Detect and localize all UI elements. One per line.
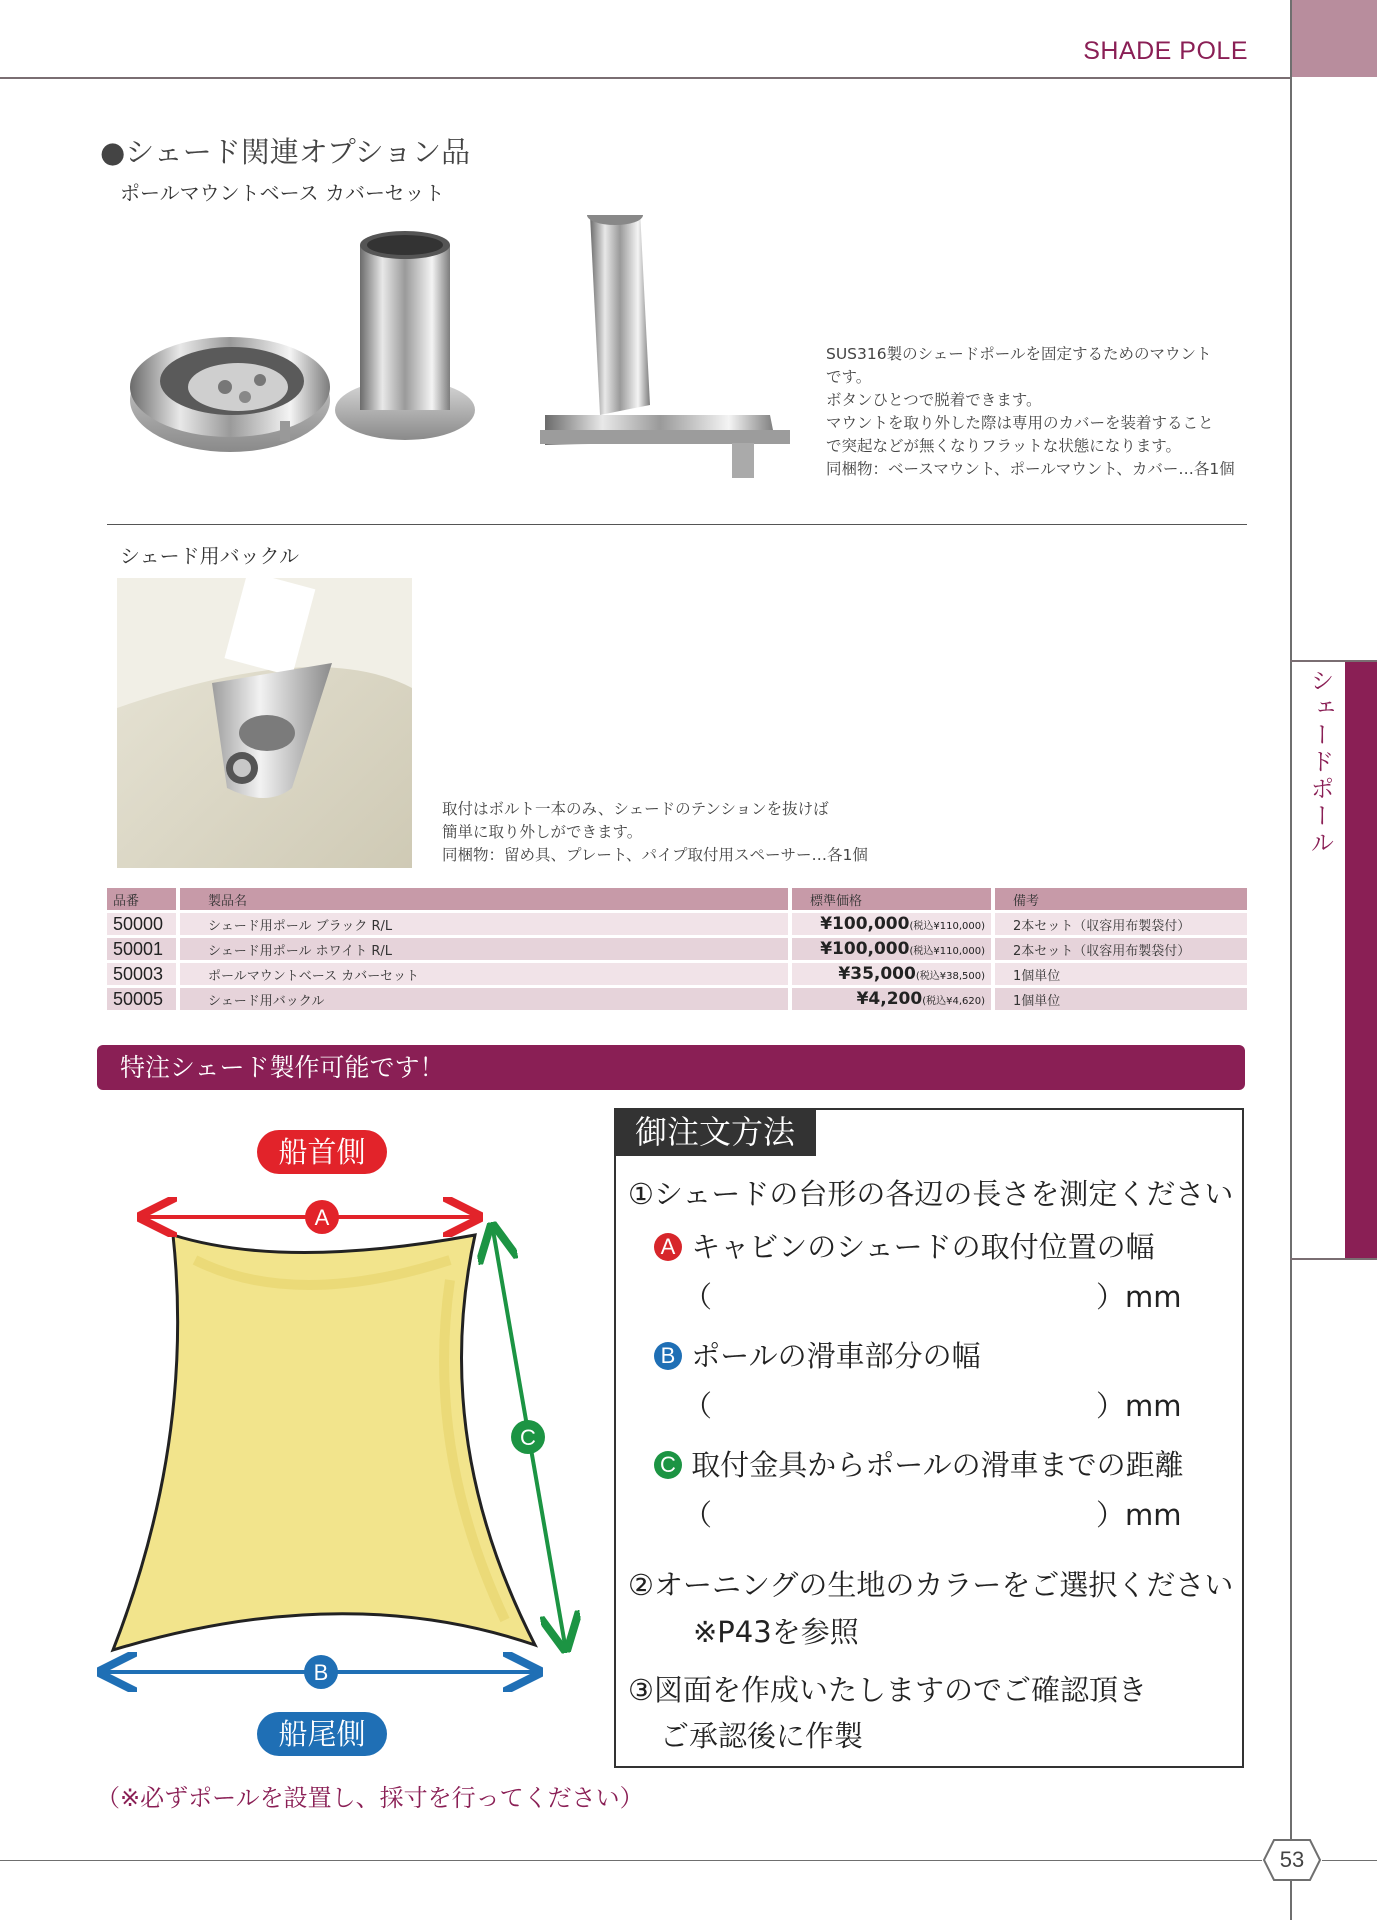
mount-desc-line: ボタンひとつで脱着できます。 [826, 391, 1042, 409]
paren-open: （ [683, 1389, 713, 1423]
side-tab-label: シェードポール [1306, 668, 1334, 857]
marker-a: A [314, 1205, 330, 1230]
measure-note: （※必ずポールを設置し、採寸を行ってください） [96, 1784, 644, 1812]
shade-diagram [95, 1190, 595, 1710]
header-title: SHADE POLE [1083, 37, 1248, 65]
order-method-title: 御注文方法 [614, 1108, 816, 1156]
buckle-description [442, 798, 942, 867]
row-price: ¥35,000(税込¥38,500) [792, 963, 991, 985]
row-code: 50000 [107, 913, 176, 935]
order-item-a [654, 1225, 1155, 1266]
marker-b: B [313, 1660, 329, 1685]
row-note: 1個単位 [995, 963, 1247, 985]
row-price: ¥100,000(税込¥110,000) [792, 913, 991, 935]
order-step-2-ref: ※P43を参照 [693, 1615, 859, 1649]
section-divider [107, 524, 1247, 525]
table-header-name: 製品名 [180, 888, 788, 910]
order-step-3: ③図面を作成いたしますのでご確認頂き [628, 1673, 1147, 1707]
section-title: ●シェード関連オプション品 [100, 135, 471, 169]
table-header-price: 標準価格 [792, 888, 991, 910]
custom-order-banner: 特注シェード製作可能です！ [97, 1045, 1245, 1090]
row-name: ポールマウントベース カバーセット [180, 963, 788, 985]
paren-open: （ [683, 1498, 713, 1532]
badge-c: C [654, 1451, 682, 1479]
mount-desc-line: 同梱物：ベースマウント、ポールマウント、カバー…各1個 [826, 460, 1235, 478]
paren-close-mm: ）mm [1096, 1280, 1182, 1314]
order-item-b [654, 1334, 981, 1375]
page-edge-rule [1290, 0, 1292, 1920]
table-row [107, 963, 1247, 985]
order-item-a-label: キャビンのシェードの取付位置の幅 [691, 1230, 1155, 1264]
page-number: 53 [1279, 1847, 1305, 1872]
row-price: ¥4,200(税込¥4,620) [792, 988, 991, 1010]
header-rule [0, 77, 1290, 79]
row-code: 50003 [107, 963, 176, 985]
table-header-code: 品番 [107, 888, 176, 910]
buckle-desc-line: 同梱物：留め具、プレート、パイプ取付用スペーサー…各1個 [442, 846, 868, 864]
table-row [107, 913, 1247, 935]
buckle-desc-line: 取付はボルト一本のみ、シェードのテンションを抜けば [442, 800, 829, 818]
mount-desc-line: マウントを取り外した際は専用のカバーを装着すること [826, 414, 1214, 432]
row-code: 50005 [107, 988, 176, 1010]
price-table [107, 885, 1247, 1013]
table-header-note: 備考 [995, 888, 1247, 910]
product-name-mount: ポールマウントベース カバーセット [120, 181, 445, 205]
mount-base-photo [120, 215, 820, 505]
buckle-desc-line: 簡単に取り外しができます。 [442, 823, 643, 841]
footer-rule [0, 1860, 1262, 1861]
row-name: シェード用ポール ホワイト R/L [180, 938, 788, 960]
paren-close-mm: ）mm [1096, 1389, 1182, 1423]
badge-a: A [654, 1233, 682, 1261]
footer-rule-right [1322, 1860, 1377, 1861]
table-header-row [107, 888, 1247, 910]
order-step-3-cont: ご承認後に作製 [660, 1719, 864, 1753]
side-tab-rule-bottom [1290, 1258, 1377, 1260]
header-color-block [1292, 0, 1377, 77]
mount-desc-line: です。 [826, 368, 872, 386]
order-item-c [654, 1443, 1184, 1484]
order-item-b-label: ポールの滑車部分の幅 [691, 1339, 981, 1373]
paren-close-mm: ）mm [1096, 1498, 1182, 1532]
row-note: 1個単位 [995, 988, 1247, 1010]
product-name-buckle: シェード用バックル [120, 544, 299, 568]
table-row [107, 988, 1247, 1010]
table-row [107, 938, 1247, 960]
bow-label: 船首側 [257, 1130, 387, 1174]
side-tab-bar [1345, 662, 1377, 1258]
mount-desc-line: SUS316製のシェードポールを固定するためのマウント [826, 345, 1212, 363]
row-note: 2本セット（収容用布製袋付） [995, 913, 1247, 935]
order-step-2: ②オーニングの生地のカラーをご選択ください [628, 1568, 1234, 1602]
order-step-1: ①シェードの台形の各辺の長さを測定ください [628, 1177, 1234, 1211]
row-code: 50001 [107, 938, 176, 960]
shade-fabric [113, 1235, 535, 1650]
mount-description [826, 343, 1256, 481]
row-name: シェード用バックル [180, 988, 788, 1010]
mount-desc-line: で突起などが無くなりフラットな状態になります。 [826, 437, 1181, 455]
order-item-c-label: 取付金具からポールの滑車までの距離 [691, 1448, 1184, 1482]
marker-c: C [520, 1425, 536, 1450]
buckle-photo [117, 578, 412, 868]
row-name: シェード用ポール ブラック R/L [180, 913, 788, 935]
row-price: ¥100,000(税込¥110,000) [792, 938, 991, 960]
stern-label: 船尾側 [257, 1712, 387, 1756]
badge-b: B [654, 1342, 682, 1370]
row-note: 2本セット（収容用布製袋付） [995, 938, 1247, 960]
paren-open: （ [683, 1280, 713, 1314]
